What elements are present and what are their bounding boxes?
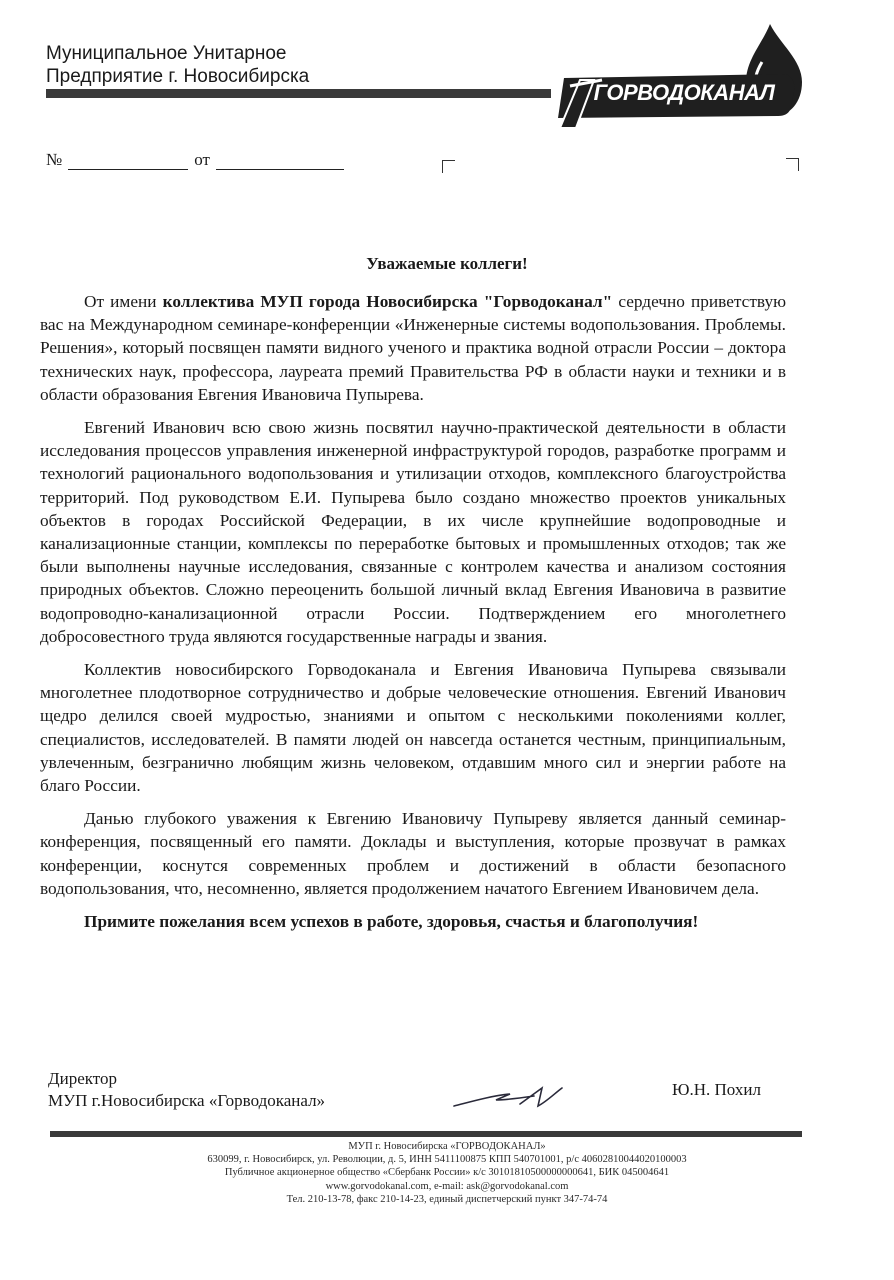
- date-field: [216, 153, 344, 170]
- number-label: №: [46, 150, 63, 169]
- footer-line-2: 630099, г. Новосибирск, ул. Революции, д. 5, ИНН 5411100875 КПП 540701001, р/с 40602810044020100003: [207, 1154, 687, 1166]
- signatory-name: Ю.Н. Похил: [672, 1080, 761, 1099]
- paragraph-1: [40, 290, 786, 406]
- signatory-position: Директор: [48, 1069, 117, 1088]
- footer-divider: [50, 1131, 802, 1137]
- logo-wordmark: ГОРВОДОКАНАЛ: [593, 80, 775, 105]
- footer-requisites: [0, 1140, 894, 1206]
- letter-body: [40, 290, 786, 943]
- closing-wishes: Примите пожелания всем успехов в работе, здоровья, счастья и благополучия!: [84, 912, 699, 932]
- organization-name: [46, 42, 309, 88]
- paragraph-1-lead: От имени: [84, 292, 157, 311]
- handwritten-signature: [450, 1082, 570, 1112]
- org-name-line-2: Предприятие г. Новосибирска: [46, 66, 310, 87]
- number-field: [68, 153, 188, 170]
- paragraph-3: Коллектив новосибирского Горводоканала и Евгения Ивановича Пупырева связывали многолетнее плодотворное сотрудничество и добрые человеческие отношения. Евгений Иванович щедро делился своей мудростью, знаниями и опытом с несколькими поколениями коллег, специалистов, исследователей. В памяти людей он навсегда останется честным, принципиальным, увлеченным, безгранично любящим жизнь человеком, отдавшим много сил и энергии работе на благо России.: [40, 660, 786, 796]
- signatory-organization: МУП г.Новосибирска «Горводоканал»: [48, 1091, 326, 1110]
- paragraph-1-rest: сердечно приветствую вас на Международном семинаре-конференции «Инженерные системы водопользования. Проблемы. Решения», который посвящен памяти видного ученого и практика водной отрасли России – доктора технических наук, профессора, лауреата премий Правительства РФ в области науки и техники и в области образования Евгения Ивановича Пупырева.: [40, 292, 786, 404]
- signatory-title: [48, 1068, 325, 1112]
- document-number-line: [46, 150, 350, 170]
- footer-line-4: www.gorvodokanal.com, e-mail: ask@gorvodokanal.com: [325, 1180, 569, 1192]
- address-corner-right: [786, 158, 799, 171]
- greeting: Уважаемые коллеги!: [366, 254, 528, 273]
- footer-line-3: Публичное акционерное общество «Сбербанк России» к/с 30101810500000000641, БИК 045004641: [224, 1167, 670, 1179]
- paragraph-1-bold: коллектива МУП города Новосибирска "Горводоканал": [162, 292, 613, 311]
- footer-line-1: МУП г. Новосибирска «ГОРВОДОКАНАЛ»: [348, 1141, 546, 1152]
- paragraph-2: Евгений Иванович всю свою жизнь посвятил научно-практической деятельности в области исследования процессов управления инженерной инфраструктурой городов, разработке программ и технологий рационального водопользования и утилизации отходов, комплексного благоустройства территорий. Под руководством Е.И. Пупырева было создано множество проектов уникальных объектов в городах Российской Федерации, в их числе крупнейшие водопроводные и канализационные станции, комплексы по переработке бытовых и промышленных отходов; так же были выполнены научные исследования, связанные с контролем качества и анализом состояния природных объектов. Сложно переоценить большой личный вклад Евгения Ивановича в развитие водопроводно-канализационной отрасли России. Подтверждением его многолетнего добросовестного труда являются государственные награды и звания.: [40, 418, 786, 646]
- footer-line-5: Тел. 210-13-78, факс 210-14-23, единый диспетчерский пункт 347-74-74: [286, 1193, 608, 1205]
- address-corner-left: [442, 160, 455, 173]
- org-name-line-1: Муниципальное Унитарное: [46, 43, 287, 64]
- header-divider: [46, 89, 551, 98]
- paragraph-4: Данью глубокого уважения к Евгению Ивановичу Пупыреву является данный семинар-конференция, посвященный его памяти. Доклады и выступления, которые прозвучат в рамках конференции, коснутся современных проблем и достижений в области безопасного водопользования, что, несомненно, является продолжением начатого Евгением Ивановичем дела.: [40, 809, 786, 898]
- date-label: от: [194, 150, 210, 169]
